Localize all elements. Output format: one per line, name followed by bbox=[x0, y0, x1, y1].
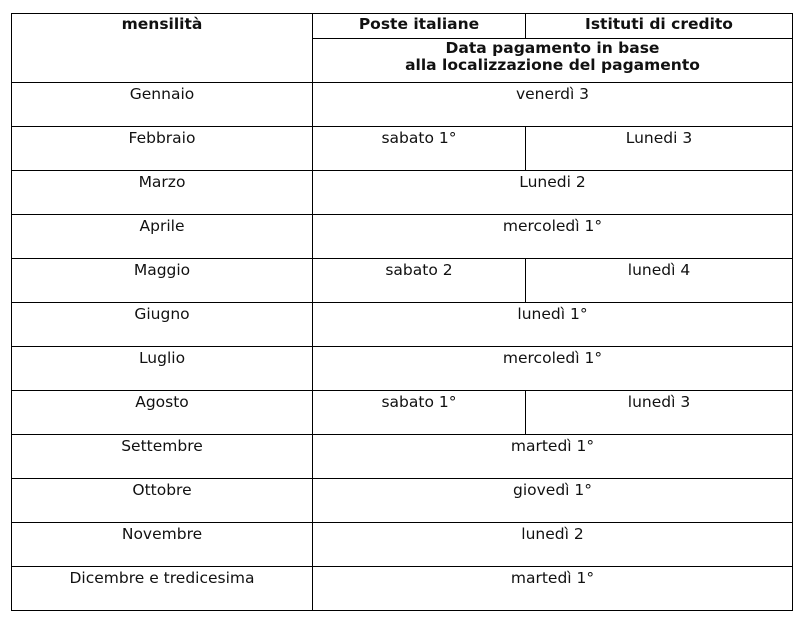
poste-date-cell: sabato 2 bbox=[313, 259, 526, 303]
banks-column-header: Istituti di credito bbox=[526, 14, 793, 39]
payment-date-cell: martedì 1° bbox=[313, 435, 793, 479]
table-row bbox=[12, 215, 793, 259]
payment-date-cell: Lunedi 2 bbox=[313, 171, 793, 215]
banks-date-cell: Lunedi 3 bbox=[526, 127, 793, 171]
payment-date-cell: lunedì 1° bbox=[313, 303, 793, 347]
month-column-header: mensilità bbox=[12, 14, 313, 83]
month-cell: Aprile bbox=[12, 215, 313, 259]
table-row bbox=[12, 259, 793, 303]
banks-date-cell: lunedì 4 bbox=[526, 259, 793, 303]
month-cell: Marzo bbox=[12, 171, 313, 215]
table-row bbox=[12, 171, 793, 215]
month-cell: Ottobre bbox=[12, 479, 313, 523]
month-cell: Dicembre e tredicesima bbox=[12, 567, 313, 611]
month-cell: Giugno bbox=[12, 303, 313, 347]
payment-date-cell: giovedì 1° bbox=[313, 479, 793, 523]
month-cell: Maggio bbox=[12, 259, 313, 303]
month-cell: Settembre bbox=[12, 435, 313, 479]
payment-date-cell: venerdì 3 bbox=[313, 83, 793, 127]
header-row bbox=[12, 14, 793, 39]
poste-column-header: Poste italiane bbox=[313, 14, 526, 39]
payment-date-cell: mercoledì 1° bbox=[313, 347, 793, 391]
payment-date-cell: martedì 1° bbox=[313, 567, 793, 611]
table-row bbox=[12, 523, 793, 567]
payment-date-subheader bbox=[313, 39, 793, 83]
table-row bbox=[12, 479, 793, 523]
table-row bbox=[12, 391, 793, 435]
payment-date-cell: mercoledì 1° bbox=[313, 215, 793, 259]
month-cell: Agosto bbox=[12, 391, 313, 435]
table-row bbox=[12, 347, 793, 391]
payment-schedule-table bbox=[11, 13, 793, 611]
payment-date-cell: lunedì 2 bbox=[313, 523, 793, 567]
poste-date-cell: sabato 1° bbox=[313, 391, 526, 435]
subheader-line-2: alla localizzazione del pagamento bbox=[405, 56, 700, 74]
month-cell: Novembre bbox=[12, 523, 313, 567]
table-row bbox=[12, 435, 793, 479]
table-row bbox=[12, 303, 793, 347]
subheader-line-1: Data pagamento in base bbox=[445, 39, 660, 57]
table-row bbox=[12, 567, 793, 611]
month-cell: Gennaio bbox=[12, 83, 313, 127]
month-cell: Luglio bbox=[12, 347, 313, 391]
month-cell: Febbraio bbox=[12, 127, 313, 171]
poste-date-cell: sabato 1° bbox=[313, 127, 526, 171]
table-row bbox=[12, 83, 793, 127]
table-row bbox=[12, 127, 793, 171]
banks-date-cell: lunedì 3 bbox=[526, 391, 793, 435]
